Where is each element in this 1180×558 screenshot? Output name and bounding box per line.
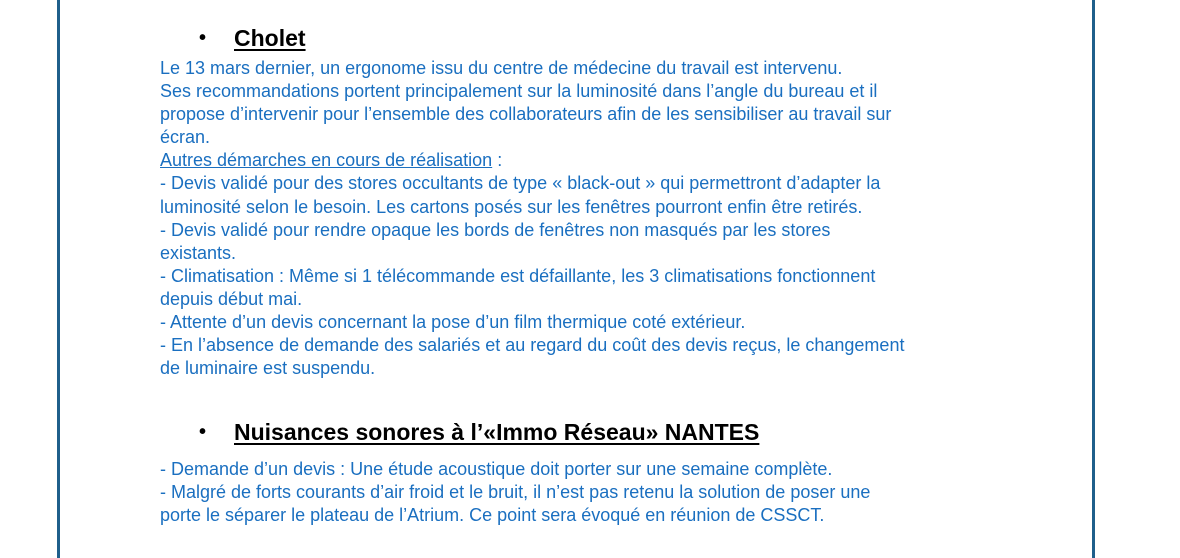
body-line: porte le séparer le plateau de l’Atrium. Ce point sera évoqué en réunion de CSSCT. bbox=[160, 505, 825, 526]
sub-heading: Autres démarches en cours de réalisation bbox=[160, 150, 493, 171]
section-nuisances-sonores bbox=[160, 418, 1060, 527]
body-line: - Demande d’un devis : Une étude acoustique doit porter sur une semaine complète. bbox=[160, 459, 833, 479]
bullet-icon: • bbox=[199, 421, 207, 443]
section-heading bbox=[160, 24, 1060, 52]
list-item-line: luminosité selon le besoin. Les cartons posés sur les fenêtres pourront enfin être retirés. bbox=[160, 196, 863, 217]
list-item-line: depuis début mai. bbox=[160, 288, 303, 309]
sub-heading-suffix: : bbox=[492, 150, 503, 171]
section-body bbox=[160, 57, 1060, 380]
list-item-line: - Devis validé pour des stores occultants de type « black-out » qui permettront d’adapter la bbox=[160, 173, 881, 194]
body-line: Ses recommandations portent principalement sur la luminosité dans l’angle du bureau et il bbox=[160, 81, 878, 102]
body-line: Le 13 mars dernier, un ergonome issu du centre de médecine du travail est intervenu. bbox=[160, 58, 843, 78]
body-line: écran. bbox=[160, 127, 211, 148]
section-heading bbox=[160, 418, 1060, 446]
section-title: Nuisances sonores à l’«Immo Réseau» NANTES bbox=[234, 419, 760, 445]
section-title: Cholet bbox=[234, 25, 306, 51]
bullet-icon: • bbox=[199, 27, 207, 49]
page-border-left bbox=[57, 0, 60, 558]
list-item-line: - Devis validé pour rendre opaque les bords de fenêtres non masqués par les stores bbox=[160, 219, 831, 240]
list-item-line: - Climatisation : Même si 1 télécommande est défaillante, les 3 climatisations fonctionnent bbox=[160, 265, 876, 286]
list-item-line: - Attente d’un devis concernant la pose d’un film thermique coté extérieur. bbox=[160, 312, 746, 333]
section-cholet bbox=[160, 24, 1060, 380]
section-body bbox=[160, 458, 1060, 527]
body-line: - Malgré de forts courants d’air froid et le bruit, il n’est pas retenu la solution de poser une bbox=[160, 482, 871, 503]
sub-heading-line bbox=[160, 149, 1060, 172]
body-line: propose d’intervenir pour l’ensemble des collaborateurs afin de les sensibiliser au travail sur bbox=[160, 104, 892, 125]
page-border-right bbox=[1092, 0, 1095, 558]
list-item-line: existants. bbox=[160, 242, 237, 263]
list-item-line: - En l’absence de demande des salariés et au regard du coût des devis reçus, le changement bbox=[160, 335, 905, 356]
list-item-line: de luminaire est suspendu. bbox=[160, 358, 376, 379]
